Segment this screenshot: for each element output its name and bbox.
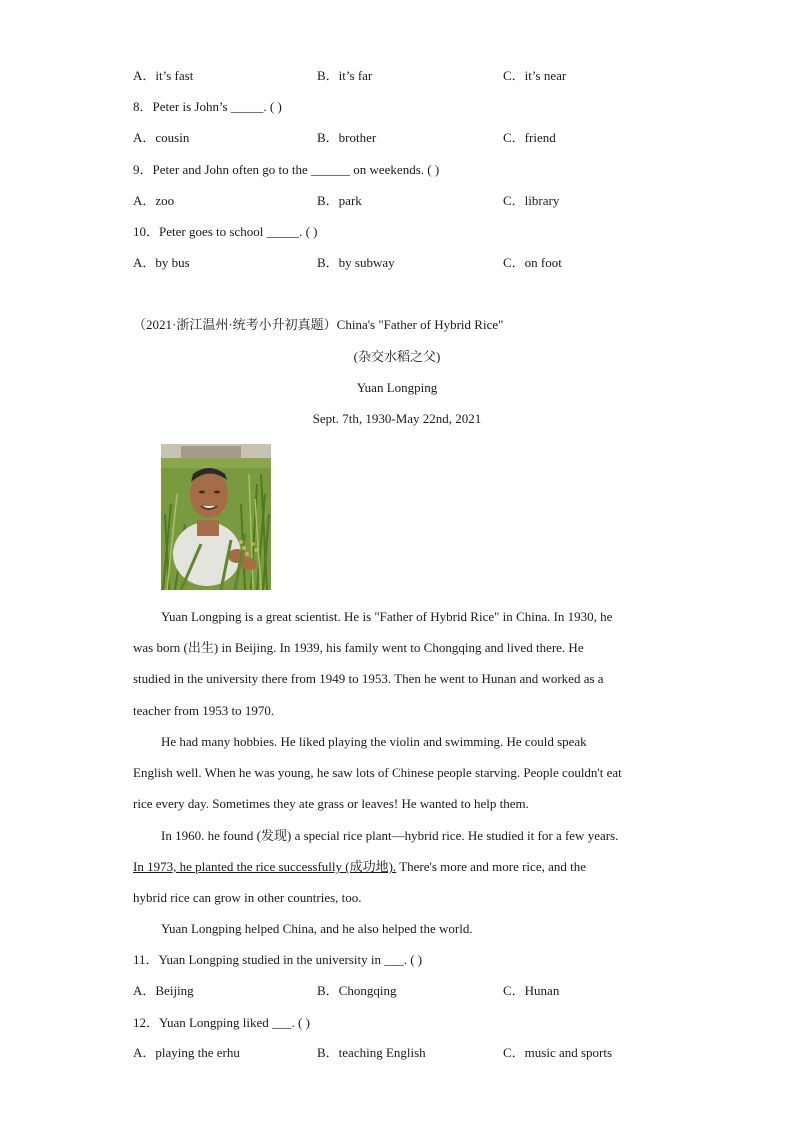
question-11: 11．Yuan Longping studied in the university in ___. ( ) bbox=[133, 952, 423, 967]
q8-option-a[interactable]: A．cousin bbox=[133, 130, 190, 145]
paragraph-3-line-2-rest: There's more and more rice, and the bbox=[396, 859, 586, 875]
q12-option-b[interactable]: B．teaching English bbox=[317, 1045, 426, 1060]
passage-dates: Sept. 7th, 1930-May 22nd, 2021 bbox=[312, 411, 482, 426]
underlined-sentence: In 1973, he planted the rice successfully (成功地). bbox=[133, 859, 397, 875]
passage-paragraph-1 bbox=[133, 601, 663, 726]
q11-option-a[interactable]: A．Beijing bbox=[133, 983, 194, 998]
q9-option-c[interactable]: C．library bbox=[503, 193, 560, 208]
q12-option-c[interactable]: C．music and sports bbox=[503, 1045, 613, 1060]
paragraph-1-line-3: studied in the university there from 1949 to 1953. Then he went to Hunan and worked as a bbox=[133, 671, 604, 687]
passage-paragraph-2 bbox=[133, 726, 663, 820]
paragraph-3-line-2 bbox=[133, 851, 663, 882]
paragraph-2-line-1: He had many hobbies. He liked playing the violin and swimming. He could speak bbox=[161, 734, 587, 749]
rice-field-photo-icon bbox=[161, 444, 271, 590]
q7-option-b[interactable]: B．it’s far bbox=[317, 68, 373, 83]
paragraph-3-line-1: In 1960. he found (发现) a special rice plant—hybrid rice. He studied it for a few years. bbox=[161, 828, 619, 843]
q8-option-c[interactable]: C．friend bbox=[503, 130, 556, 145]
q7-option-a[interactable]: A．it’s fast bbox=[133, 68, 194, 83]
question-9: 9．Peter and John often go to the ______ on weekends. ( ) bbox=[133, 162, 440, 177]
q10-option-a[interactable]: A．by bus bbox=[133, 255, 190, 270]
passage-source-title: （2021·浙江温州·统考小升初真题）China's "Father of Hybrid Rice" bbox=[133, 317, 504, 332]
q11-option-b[interactable]: B．Chongqing bbox=[317, 983, 397, 998]
passage-paragraph-4 bbox=[133, 913, 663, 944]
paragraph-4-line-1: Yuan Longping helped China, and he also helped the world. bbox=[161, 921, 473, 936]
passage-paragraph-3 bbox=[133, 820, 663, 914]
q9-option-a[interactable]: A．zoo bbox=[133, 193, 175, 208]
paragraph-1-line-2: was born (出生) in Beijing. In 1939, his family went to Chongqing and lived there. He bbox=[133, 640, 584, 656]
q9-option-b[interactable]: B．park bbox=[317, 193, 362, 208]
passage-person-name: Yuan Longping bbox=[356, 380, 438, 395]
q10-option-b[interactable]: B．by subway bbox=[317, 255, 395, 270]
paragraph-2-line-2: English well. When he was young, he saw lots of Chinese people starving. People couldn't eat bbox=[133, 765, 622, 781]
paragraph-1-line-4: teacher from 1953 to 1970. bbox=[133, 702, 275, 718]
question-10: 10．Peter goes to school _____. ( ) bbox=[133, 224, 318, 239]
paragraph-2-line-3: rice every day. Sometimes they ate grass or leaves! He wanted to help them. bbox=[133, 796, 529, 812]
yuan-longping-photo bbox=[161, 444, 271, 590]
question-8: 8．Peter is John’s _____. ( ) bbox=[133, 99, 282, 114]
q10-option-c[interactable]: C．on foot bbox=[503, 255, 562, 270]
paragraph-3-line-3: hybrid rice can grow in other countries, too. bbox=[133, 890, 362, 906]
passage-subtitle-cn: (杂交水稻之父) bbox=[353, 349, 441, 364]
question-12: 12．Yuan Longping liked ___. ( ) bbox=[133, 1015, 310, 1030]
q11-option-c[interactable]: C．Hunan bbox=[503, 983, 560, 998]
q12-option-a[interactable]: A．playing the erhu bbox=[133, 1045, 240, 1060]
q8-option-b[interactable]: B．brother bbox=[317, 130, 377, 145]
q7-option-c[interactable]: C．it’s near bbox=[503, 68, 567, 83]
paragraph-1-line-1: Yuan Longping is a great scientist. He is "Father of Hybrid Rice" in China. In 1930, he bbox=[161, 609, 613, 624]
